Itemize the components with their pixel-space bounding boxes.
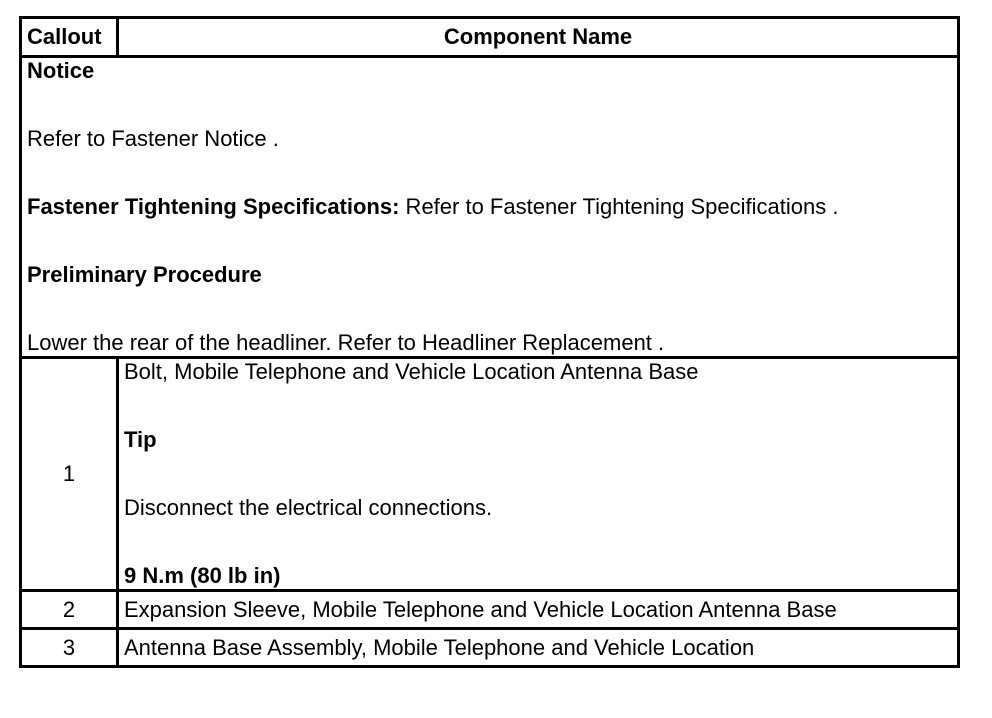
component-table bbox=[19, 16, 960, 668]
tightening-spec-text: Refer to Fastener Tightening Specifications . bbox=[399, 194, 839, 219]
callout-column-header: Callout bbox=[21, 18, 118, 57]
callout-number: 1 bbox=[21, 358, 118, 591]
fastener-notice-text: Refer to Fastener Notice . bbox=[27, 126, 279, 151]
callout-number: 3 bbox=[21, 629, 118, 667]
component-name: Expansion Sleeve, Mobile Telephone and Vehicle Location Antenna Base bbox=[118, 591, 959, 629]
table-row bbox=[21, 629, 959, 667]
header-row bbox=[21, 18, 959, 57]
table-row bbox=[21, 358, 959, 591]
component-name: Bolt, Mobile Telephone and Vehicle Location Antenna Base bbox=[124, 359, 699, 384]
preliminary-procedure-heading: Preliminary Procedure bbox=[27, 262, 262, 287]
notice-row bbox=[21, 57, 959, 358]
tightening-spec-label: Fastener Tightening Specifications: bbox=[27, 194, 400, 219]
notice-cell bbox=[21, 57, 959, 358]
component-name: Antenna Base Assembly, Mobile Telephone and Vehicle Location bbox=[118, 629, 959, 667]
torque-spec: 9 N.m (80 lb in) bbox=[124, 563, 281, 588]
tip-text: Disconnect the electrical connections. bbox=[124, 495, 493, 520]
component-name-column-header: Component Name bbox=[118, 18, 959, 57]
notice-heading: Notice bbox=[27, 58, 95, 83]
table-row bbox=[21, 591, 959, 629]
callout-number: 2 bbox=[21, 591, 118, 629]
tightening-spec-paragraph bbox=[27, 194, 952, 220]
tip-heading: Tip bbox=[124, 427, 157, 452]
component-cell bbox=[118, 358, 959, 591]
preliminary-procedure-text: Lower the rear of the headliner. Refer to Headliner Replacement . bbox=[27, 330, 665, 355]
